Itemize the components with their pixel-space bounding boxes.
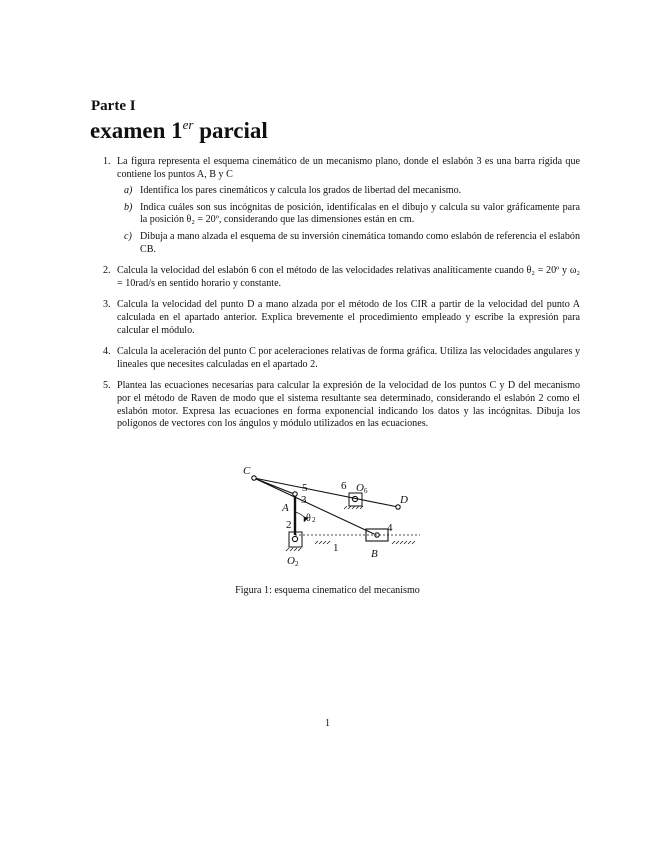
o2-pivot <box>292 536 297 541</box>
question-1b <box>117 202 580 227</box>
c-joint <box>252 476 256 480</box>
mechanism-diagram <box>235 462 425 570</box>
question-5 <box>100 380 580 430</box>
subquestion-letter: c) <box>124 230 132 242</box>
question-number: 4. <box>103 346 111 358</box>
question-number: 1. <box>103 156 111 167</box>
question-2 <box>100 265 580 290</box>
chapter-title-rest: parcial <box>193 118 268 143</box>
label-link-6: 6 <box>341 480 347 492</box>
question-1c <box>117 231 580 256</box>
label-link-1: 1 <box>333 542 339 554</box>
question-3 <box>100 299 580 337</box>
question-list <box>100 156 580 440</box>
question-text: La figura representa el esquema cinemático de un mecanismo plano, donde el eslabón 3 es una barra rígida que contiene los puntos A, B y C <box>117 156 580 180</box>
question-number: 2. <box>103 265 111 277</box>
a-joint <box>293 492 297 496</box>
question-text: Calcula la velocidad del punto D a mano alzada por el método de los CIR a partir de la velocidad del punto A calculada en el apartado anterior. Explica brevemente el procedimiento empleado y escribe la expresión para calcular el módulo. <box>117 299 580 336</box>
figure-caption: Figura 1: esquema cinematico del mecanismo <box>235 585 420 596</box>
question-number: 3. <box>103 299 111 311</box>
subquestion-letter: a) <box>124 185 133 197</box>
chapter-title <box>90 117 268 144</box>
chapter-title-main: examen 1 <box>90 118 183 143</box>
label-theta: θ <box>306 513 311 524</box>
subquestion-text: Indica cuáles son sus incógnitas de posición, identifícalas en el dibujo y calcula su valor gráficamente para la posición θ₂ = 20º, considerando que las dimensiones están en cm. <box>140 201 580 226</box>
label-link-4: 4 <box>387 522 393 534</box>
label-b: B <box>371 548 378 560</box>
subquestion-text: Dibuja a mano alzada el esquema de su inversión cinemática tomando como eslabón de referencia el eslabón CB. <box>140 230 580 255</box>
label-link-3: 3 <box>301 494 307 506</box>
label-theta-subscript: 2 <box>312 516 316 524</box>
label-a: A <box>282 502 289 514</box>
part-label: Parte I <box>91 98 136 114</box>
label-link-5: 5 <box>302 482 308 494</box>
label-c: C <box>243 465 251 477</box>
subquestion-letter: b) <box>124 201 133 213</box>
label-o2-subscript: 2 <box>295 560 299 568</box>
page-number: 1 <box>324 718 331 729</box>
question-1 <box>100 156 580 256</box>
question-1a <box>117 185 580 198</box>
chapter-title-superscript: er <box>182 117 194 132</box>
label-o2: O <box>287 555 295 567</box>
question-text: Plantea las ecuaciones necesarias para calcular la expresión de la velocidad de los puntos C y D del mecanismo por el método de Raven de modo que el sistema resultante sea determinado, considerando el eslabón 2 como el eslabón motor. Expresa las ecuaciones en forma exponencial indicando los datos y las incógnitas. Dibuja los polígonos de vectores con los ángulos y módulo utilizados en las ecuaciones. <box>117 380 580 430</box>
subquestion-text: Identifica los pares cinemáticos y calcula los grados de libertad del mecanismo. <box>140 185 462 197</box>
question-number: 5. <box>103 380 111 392</box>
label-o6-subscript: 6 <box>364 487 368 495</box>
label-link-2: 2 <box>286 519 292 531</box>
question-text: Calcula la aceleración del punto C por aceleraciones relativas de forma gráfica. Utiliza las velocidades angulares y lineales que necesites calculadas en el apartado 2. <box>117 346 580 370</box>
question-4 <box>100 346 580 371</box>
label-d: D <box>400 494 408 506</box>
link-cd <box>254 478 398 507</box>
label-o6: O <box>356 482 364 494</box>
question-text: Calcula la velocidad del eslabón 6 con el método de las velocidades relativas analíticamente cuando θ₂ = 20º y ω₂ = 10rad/s en sentido horario y constante. <box>117 265 580 289</box>
